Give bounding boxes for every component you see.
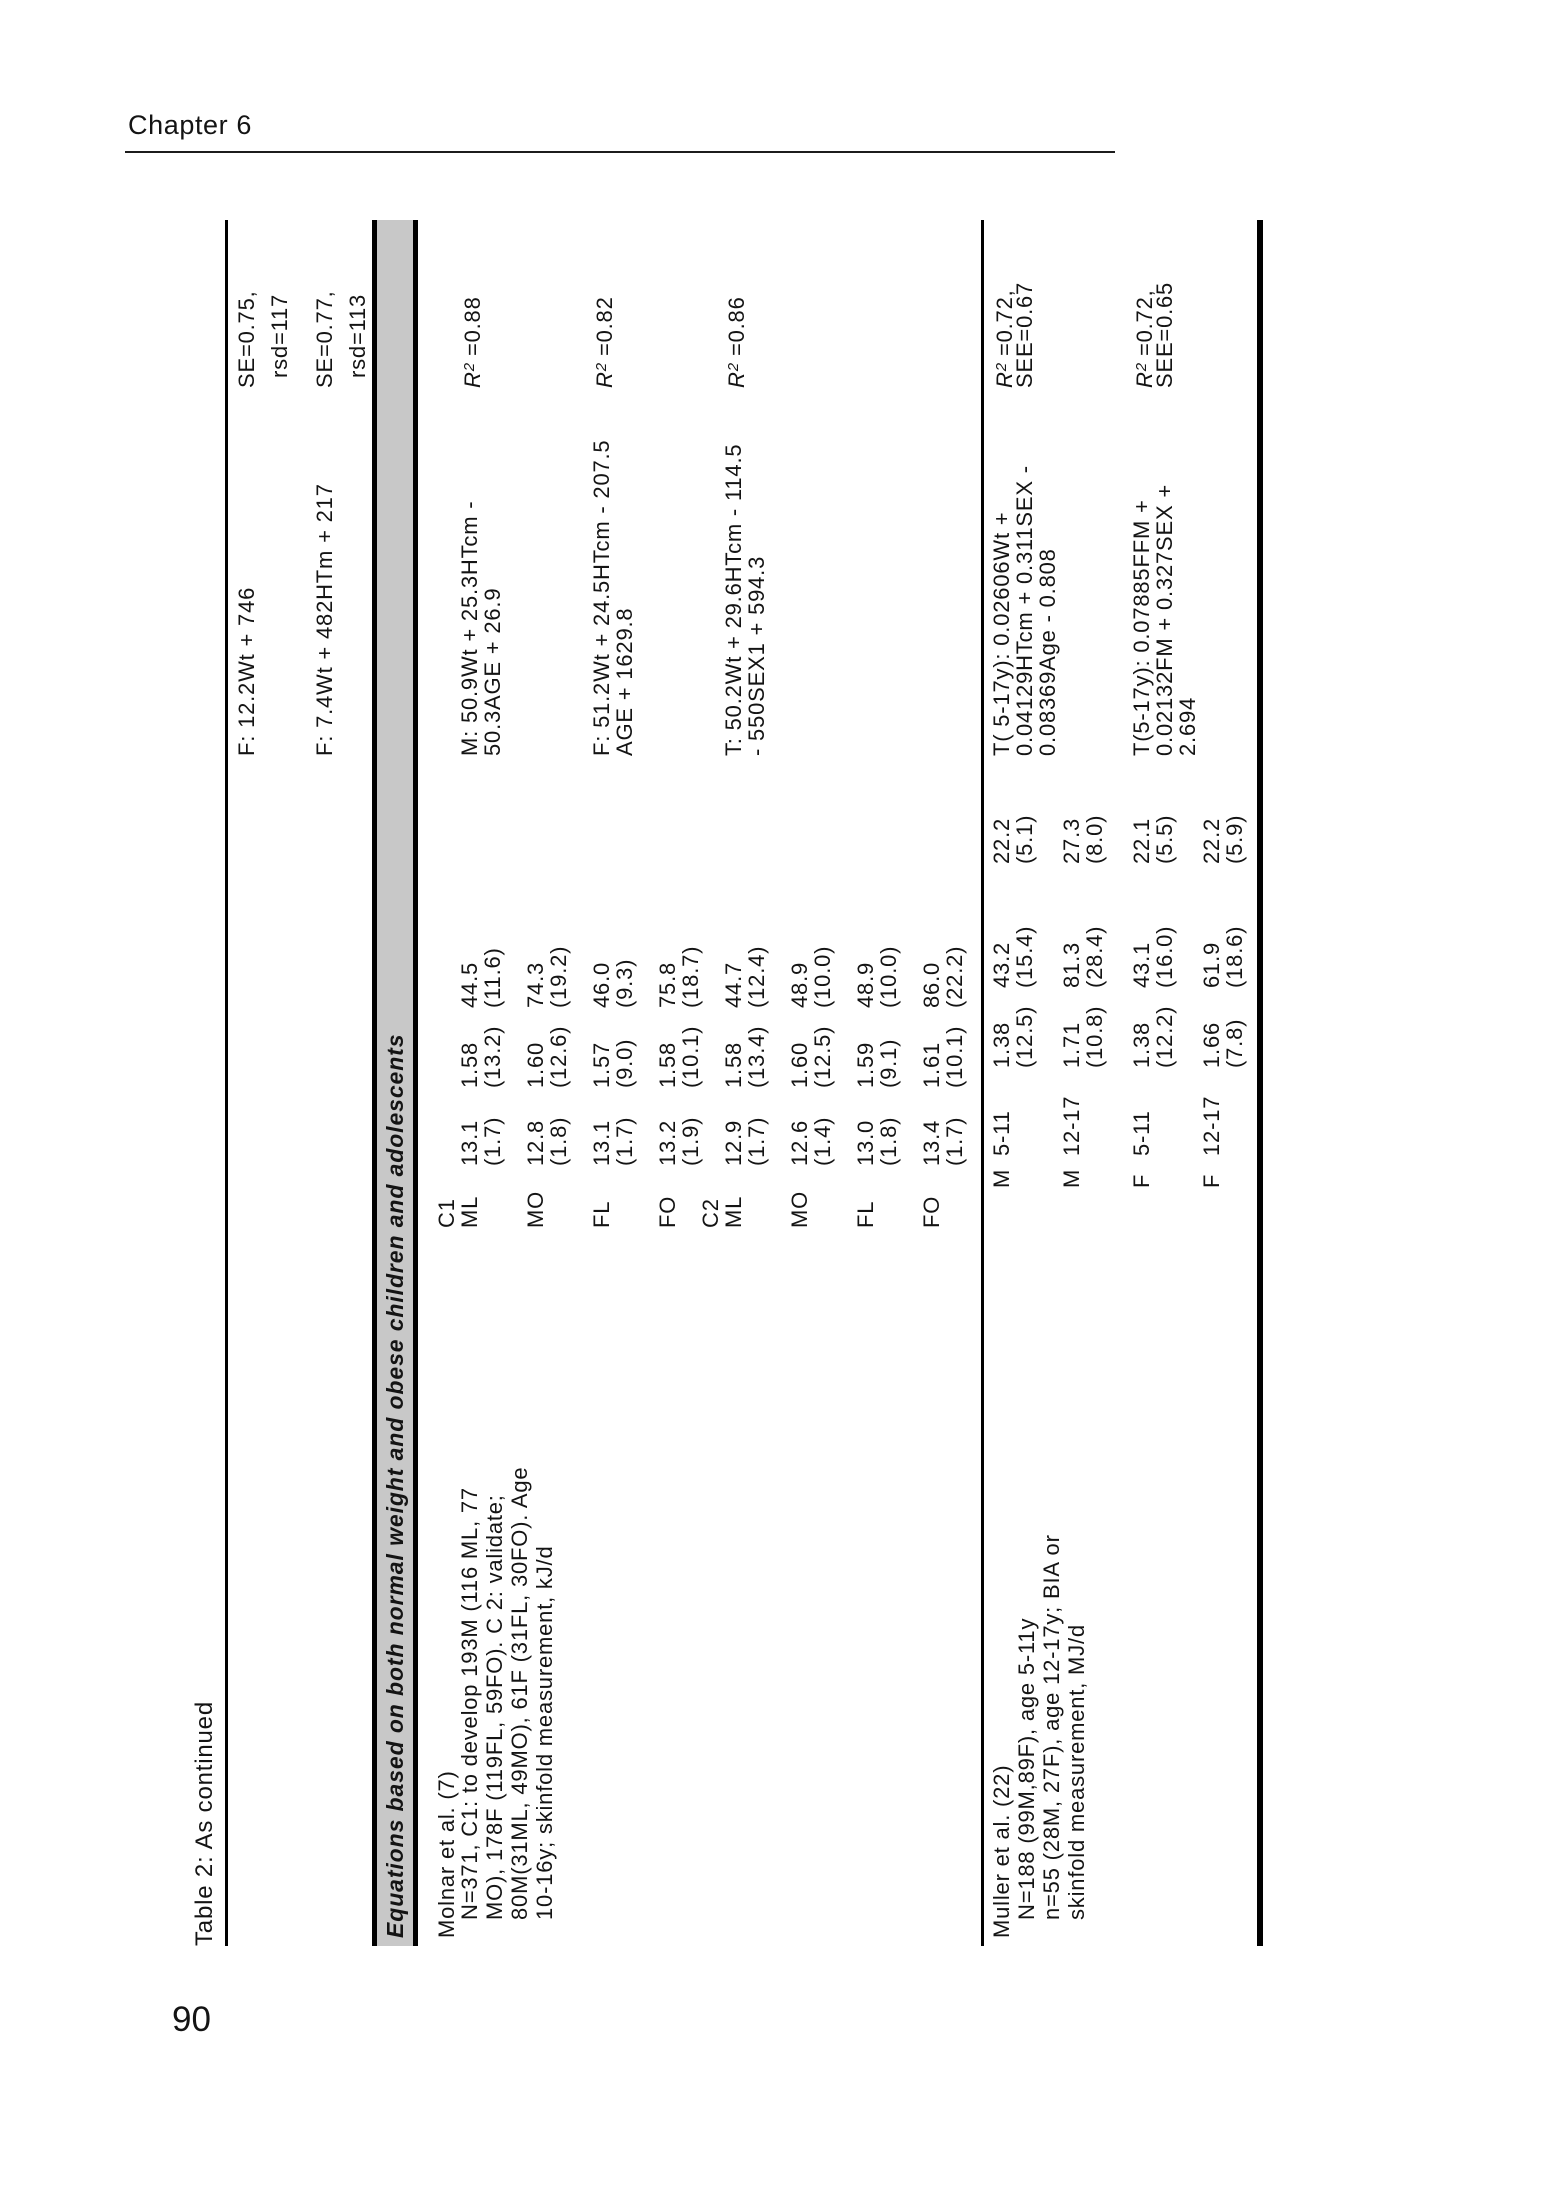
sd-cell: (7.8) <box>1222 1018 1247 1068</box>
equation-line: 0.02132FM + 0.327SEX + <box>1152 484 1177 756</box>
group-age-range: 5-11 <box>1129 1110 1154 1156</box>
value-cell: 44.5 <box>457 961 482 1008</box>
group-sex-label: F <box>1129 1173 1154 1188</box>
cohort-label: C1 <box>434 1198 459 1228</box>
sd-cell: (9.0) <box>612 1038 637 1088</box>
pre-row-equation: F: 12.2Wt + 746 <box>234 586 259 756</box>
value-cell: 13.1 <box>457 1119 482 1166</box>
group-sex-label: M <box>989 1168 1014 1188</box>
table-canvas <box>191 220 1271 1946</box>
sd-cell: (13.2) <box>480 1025 505 1088</box>
pre-row-equation: F: 7.4Wt + 482HTm + 217 <box>312 483 337 756</box>
sd-cell: (18.7) <box>678 945 703 1008</box>
group-label: FO <box>655 1195 680 1228</box>
value-cell: 27.3 <box>1059 817 1084 864</box>
sd-cell: (1.7) <box>480 1116 505 1166</box>
study-description-line: 80M(31ML, 49MO), 61F (31FL, 30FO). Age <box>507 1466 532 1920</box>
study-name: Molnar et al. (7) <box>434 1770 459 1938</box>
group-label: ML <box>721 1195 746 1228</box>
group-sex-label: F <box>1199 1173 1224 1188</box>
stat-line: SE=0.77, <box>312 290 337 388</box>
section-divider-rule <box>981 220 984 1946</box>
group-age-range: 12-17 <box>1199 1095 1224 1156</box>
study-description-line: 10-16y; skinfold measurement, kJ/d <box>532 1545 557 1920</box>
stat-line: SEE=0.65 <box>1152 281 1177 388</box>
study-description-line: skinfold measurement, MJ/d <box>1064 1624 1089 1920</box>
stat-line: $R^2 =0.88$ <box>460 296 485 388</box>
value-cell: 12.8 <box>523 1119 548 1166</box>
study-description-line: n=55 (28M, 27F), age 12-17y; BIA or <box>1039 1534 1064 1920</box>
sd-cell: (1.7) <box>744 1116 769 1166</box>
value-cell: 43.2 <box>989 941 1014 988</box>
value-cell: 48.9 <box>853 961 878 1008</box>
sd-cell: (12.5) <box>1012 1005 1037 1068</box>
value-cell: 1.66 <box>1199 1021 1224 1068</box>
sd-cell: (10.0) <box>810 945 835 1008</box>
group-age-range: 12-17 <box>1059 1095 1084 1156</box>
equation-line: F: 51.2Wt + 24.5HTcm - 207.5 <box>589 439 614 756</box>
value-cell: 75.8 <box>655 961 680 1008</box>
sd-cell: (9.3) <box>612 958 637 1008</box>
table-top-rule <box>225 220 228 1946</box>
sd-cell: (12.6) <box>546 1025 571 1088</box>
group-label: MO <box>787 1190 812 1228</box>
sd-cell: (18.6) <box>1222 925 1247 988</box>
sd-cell: (10.8) <box>1082 1005 1107 1068</box>
group-label: FL <box>853 1200 878 1228</box>
sd-cell: (19.2) <box>546 945 571 1008</box>
value-cell: 1.60 <box>787 1041 812 1088</box>
equation-line: 50.3AGE + 26.9 <box>480 587 505 756</box>
study-name: Muller et al. (22) <box>989 1764 1014 1938</box>
group-label: MO <box>523 1190 548 1228</box>
sd-cell: (9.1) <box>876 1038 901 1088</box>
sd-cell: (5.9) <box>1222 814 1247 864</box>
sd-cell: (1.7) <box>612 1116 637 1166</box>
table-title: Table 2: As continued <box>191 1701 218 1946</box>
value-cell: 13.0 <box>853 1119 878 1166</box>
value-cell: 13.1 <box>589 1119 614 1166</box>
stat-line: rsd=113 <box>345 293 370 378</box>
equation-line: AGE + 1629.8 <box>612 607 637 756</box>
group-label: FO <box>919 1195 944 1228</box>
value-cell: 48.9 <box>787 961 812 1008</box>
value-cell: 12.6 <box>787 1119 812 1166</box>
sd-cell: (16.0) <box>1152 925 1177 988</box>
stat-line: SEE=0.67 <box>1012 281 1037 388</box>
sd-cell: (10.1) <box>678 1025 703 1088</box>
value-cell: 1.58 <box>457 1041 482 1088</box>
value-cell: 1.71 <box>1059 1021 1084 1068</box>
value-cell: 43.1 <box>1129 941 1154 988</box>
section-band-label: Equations based on both normal weight and obese children and adolescents <box>381 1033 408 1938</box>
sd-cell: (13.4) <box>744 1025 769 1088</box>
sd-cell: (12.2) <box>1152 1005 1177 1068</box>
sd-cell: (5.1) <box>1012 814 1037 864</box>
sd-cell: (5.5) <box>1152 814 1177 864</box>
study-description-line: N=188 (99M,89F), age 5-11y <box>1014 1617 1039 1920</box>
value-cell: 1.59 <box>853 1041 878 1088</box>
sd-cell: (8.0) <box>1082 814 1107 864</box>
sd-cell: (22.2) <box>942 945 967 1008</box>
group-label: ML <box>457 1195 482 1228</box>
value-cell: 46.0 <box>589 961 614 1008</box>
sd-cell: (12.4) <box>744 945 769 1008</box>
section-band <box>372 220 418 1946</box>
value-cell: 1.57 <box>589 1041 614 1088</box>
sd-cell: (1.9) <box>678 1116 703 1166</box>
group-age-range: 5-11 <box>989 1110 1014 1156</box>
page-number: 90 <box>172 2000 211 2039</box>
sd-cell: (1.8) <box>546 1116 571 1166</box>
value-cell: 22.2 <box>1199 817 1224 864</box>
sd-cell: (1.7) <box>942 1116 967 1166</box>
stat-line: rsd=117 <box>267 293 292 378</box>
equation-line: M: 50.9Wt + 25.3HTcm - <box>457 500 482 756</box>
sd-cell: (1.4) <box>810 1116 835 1166</box>
sd-cell: (11.6) <box>480 947 505 1008</box>
stat-line: $R^2 =0.82$ <box>592 296 617 388</box>
value-cell: 74.3 <box>523 961 548 1008</box>
table-bottom-rule <box>1257 220 1263 1946</box>
header-rule <box>125 151 1115 153</box>
stat-line: $R^2 =0.86$ <box>724 296 749 388</box>
sd-cell: (12.5) <box>810 1025 835 1088</box>
study-description-line: MO), 178F (119FL, 59FO). C 2: validate; <box>482 1494 507 1920</box>
value-cell: 13.4 <box>919 1119 944 1166</box>
equation-line: T( 5-17y): 0.02606Wt + <box>989 511 1014 756</box>
equation-line: T(5-17y): 0.07885FFM + <box>1129 499 1154 756</box>
value-cell: 12.9 <box>721 1119 746 1166</box>
equation-line: 0.08369Age - 0.808 <box>1035 548 1060 756</box>
value-cell: 1.58 <box>721 1041 746 1088</box>
equation-line: - 550SEX1 + 594.3 <box>744 555 769 756</box>
value-cell: 61.9 <box>1199 941 1224 988</box>
chapter-header: Chapter 6 <box>128 110 252 140</box>
sd-cell: (1.8) <box>876 1116 901 1166</box>
sd-cell: (10.0) <box>876 945 901 1008</box>
value-cell: 13.2 <box>655 1119 680 1166</box>
sd-cell: (28.4) <box>1082 925 1107 988</box>
value-cell: 1.61 <box>919 1041 944 1088</box>
group-sex-label: M <box>1059 1168 1084 1188</box>
equation-line: 0.04129HTcm + 0.311SEX - <box>1012 465 1037 756</box>
value-cell: 1.38 <box>989 1021 1014 1068</box>
value-cell: 86.0 <box>919 961 944 1008</box>
sd-cell: (10.1) <box>942 1025 967 1088</box>
stat-line: SE=0.75, <box>234 290 259 388</box>
study-description-line: N=371, C1: to develop 193M (116 ML, 77 <box>457 1487 482 1920</box>
stat-line: $R^2 =0.72$, <box>992 289 1017 388</box>
value-cell: 22.1 <box>1129 817 1154 864</box>
sd-cell: (15.4) <box>1012 925 1037 988</box>
group-label: FL <box>589 1200 614 1228</box>
value-cell: 1.38 <box>1129 1021 1154 1068</box>
value-cell: 1.58 <box>655 1041 680 1088</box>
value-cell: 44.7 <box>721 961 746 1008</box>
value-cell: 81.3 <box>1059 941 1084 988</box>
value-cell: 1.60 <box>523 1041 548 1088</box>
cohort-label: C2 <box>698 1198 723 1228</box>
value-cell: 22.2 <box>989 817 1014 864</box>
rotated-table-wrapper <box>191 220 1271 1946</box>
stat-line: $R^2 =0.72$, <box>1132 289 1157 388</box>
equation-line: 2.694 <box>1175 696 1200 756</box>
equation-line: T: 50.2Wt + 29.6HTcm - 114.5 <box>721 443 746 756</box>
